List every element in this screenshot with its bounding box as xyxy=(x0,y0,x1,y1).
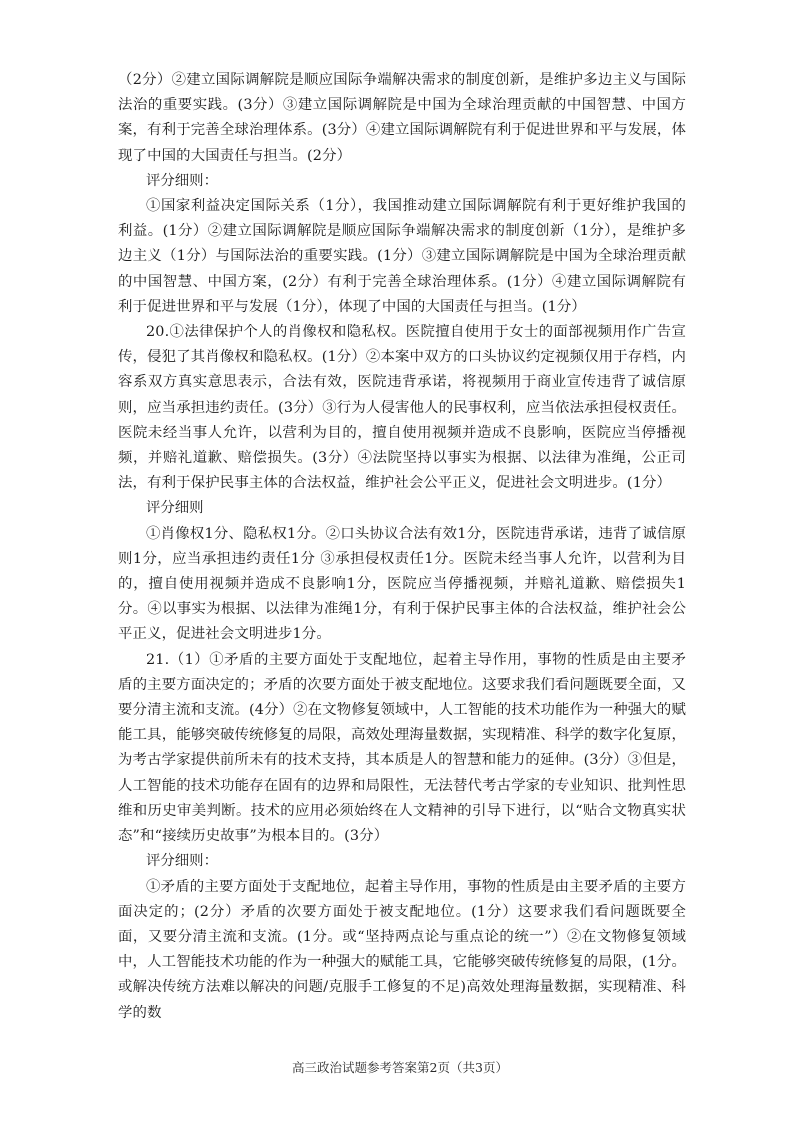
scoring-rules-heading-q20: 评分细则 xyxy=(146,500,204,517)
answer-q20: 20.①法律保护个人的肖像权和隐私权。医院擅自使用于女士的面部视频用作广告宣传，侵犯了其肖像权和隐私权。(1分）②本案中双方的口头协议约定视频仅用于存档，内容系双方真实意思表示，合法有效，医院违背承诺，将视频用于商业宣传违背了诚信原则，应当承担违约责任。(3分）③行为人侵害他人的民事权利，应当依法承担侵权责任。医院未经当事人允许，以营利为目的，擅自使用视频并造成不良影响，医院应当停播视频，并赔礼道歉、赔偿损失。(3分）④法院坚持以事实为根据、以法律为准绳，公正司法，有利于保护民事主体的合法权益，维护社会公平正义，促进社会文明进步。(1分） xyxy=(118,324,686,492)
answer-q19-continuation: （2分）②建立国际调解院是顺应国际争端解决需求的制度创新，是维护多边主义与国际法治的重要实践。(3分）③建立国际调解院是中国为全球治理贡献的中国智慧、中国方案，有利于完善全球治理体系。(3分）④建立国际调解院有利于促进世界和平与发展，体现了中国的大国责任与担当。(2分） xyxy=(118,72,686,164)
scoring-rules-q20: ①肖像权1分、隐私权1分。②口头协议合法有效1分，医院违背承诺，违背了诚信原则1分，应当承担违约责任1分 ③承担侵权责任1分。医院未经当事人允许，以营利为目的，擅自使用视频并造成不良影响1分，医院应当停播视频，并赔礼道歉、赔偿损失1分。④以事实为根据、以法律为准绳1分，有利于保护民事主体的合法权益，维护社会公平正义，促进社会文明进步1分。 xyxy=(118,525,686,643)
scoring-rules-heading-q21: 评分细则： xyxy=(146,853,218,870)
scoring-rules-q21: ①矛盾的主要方面处于支配地位，起着主导作用，事物的性质是由主要矛盾的主要方面决定的；(2分）矛盾的次要方面处于被支配地位。(1分）这要求我们看问题既要全面，又要分清主流和支流。(1分。或“坚持两点论与重点论的统一”）②在文物修复领域中，人工智能技术功能的作为一种强大的赋能工具，它能够突破传统修复的局限，(1分。或解决传统方法难以解决的问题/克服手工修复的不足)高效处理海量数据，实现精准、科学的数 xyxy=(118,878,686,1021)
answer-q21-part1: 21.（1）①矛盾的主要方面处于支配地位，起着主导作用，事物的性质是由主要矛盾的主要方面决定的；矛盾的次要方面处于被支配地位。这要求我们看问题既要全面，又要分清主流和支流。(4分）②在文物修复领域中，人工智能的技术功能作为一种强大的赋能工具，能够突破传统修复的局限，高效处理海量数据，实现精准、科学的数字化复原，为考古学家提供前所未有的技术支持，其本质是人的智慧和能力的延伸。(3分）③但是，人工智能的技术功能存在固有的边界和局限性，无法替代考古学家的专业知识、批判性思维和历史审美判断。技术的应用必须始终在人文精神的引导下进行，以“贴合文物真实状态”和“接续历史故事”为根本目的。(3分） xyxy=(118,651,686,845)
scoring-rules-heading-q19: 评分细则： xyxy=(146,172,218,189)
answer-content xyxy=(118,68,686,1026)
scoring-rules-q19: ①国家利益决定国际关系（1分），我国推动建立国际调解院有利于更好维护我国的利益。(1分）②建立国际调解院是顺应国际争端解决需求的制度创新（1分），是维护多边主义（1分）与国际法治的重要实践。(1分）③建立国际调解院是中国为全球治理贡献的中国智慧、中国方案，(2分）有利于完善全球治理体系。(1分）④建立国际调解院有利于促进世界和平与发展（1分），体现了中国的大国责任与担当。(1分） xyxy=(118,198,686,315)
page-footer: 高三政治试题参考答案第2页（共3页） xyxy=(292,1060,508,1075)
